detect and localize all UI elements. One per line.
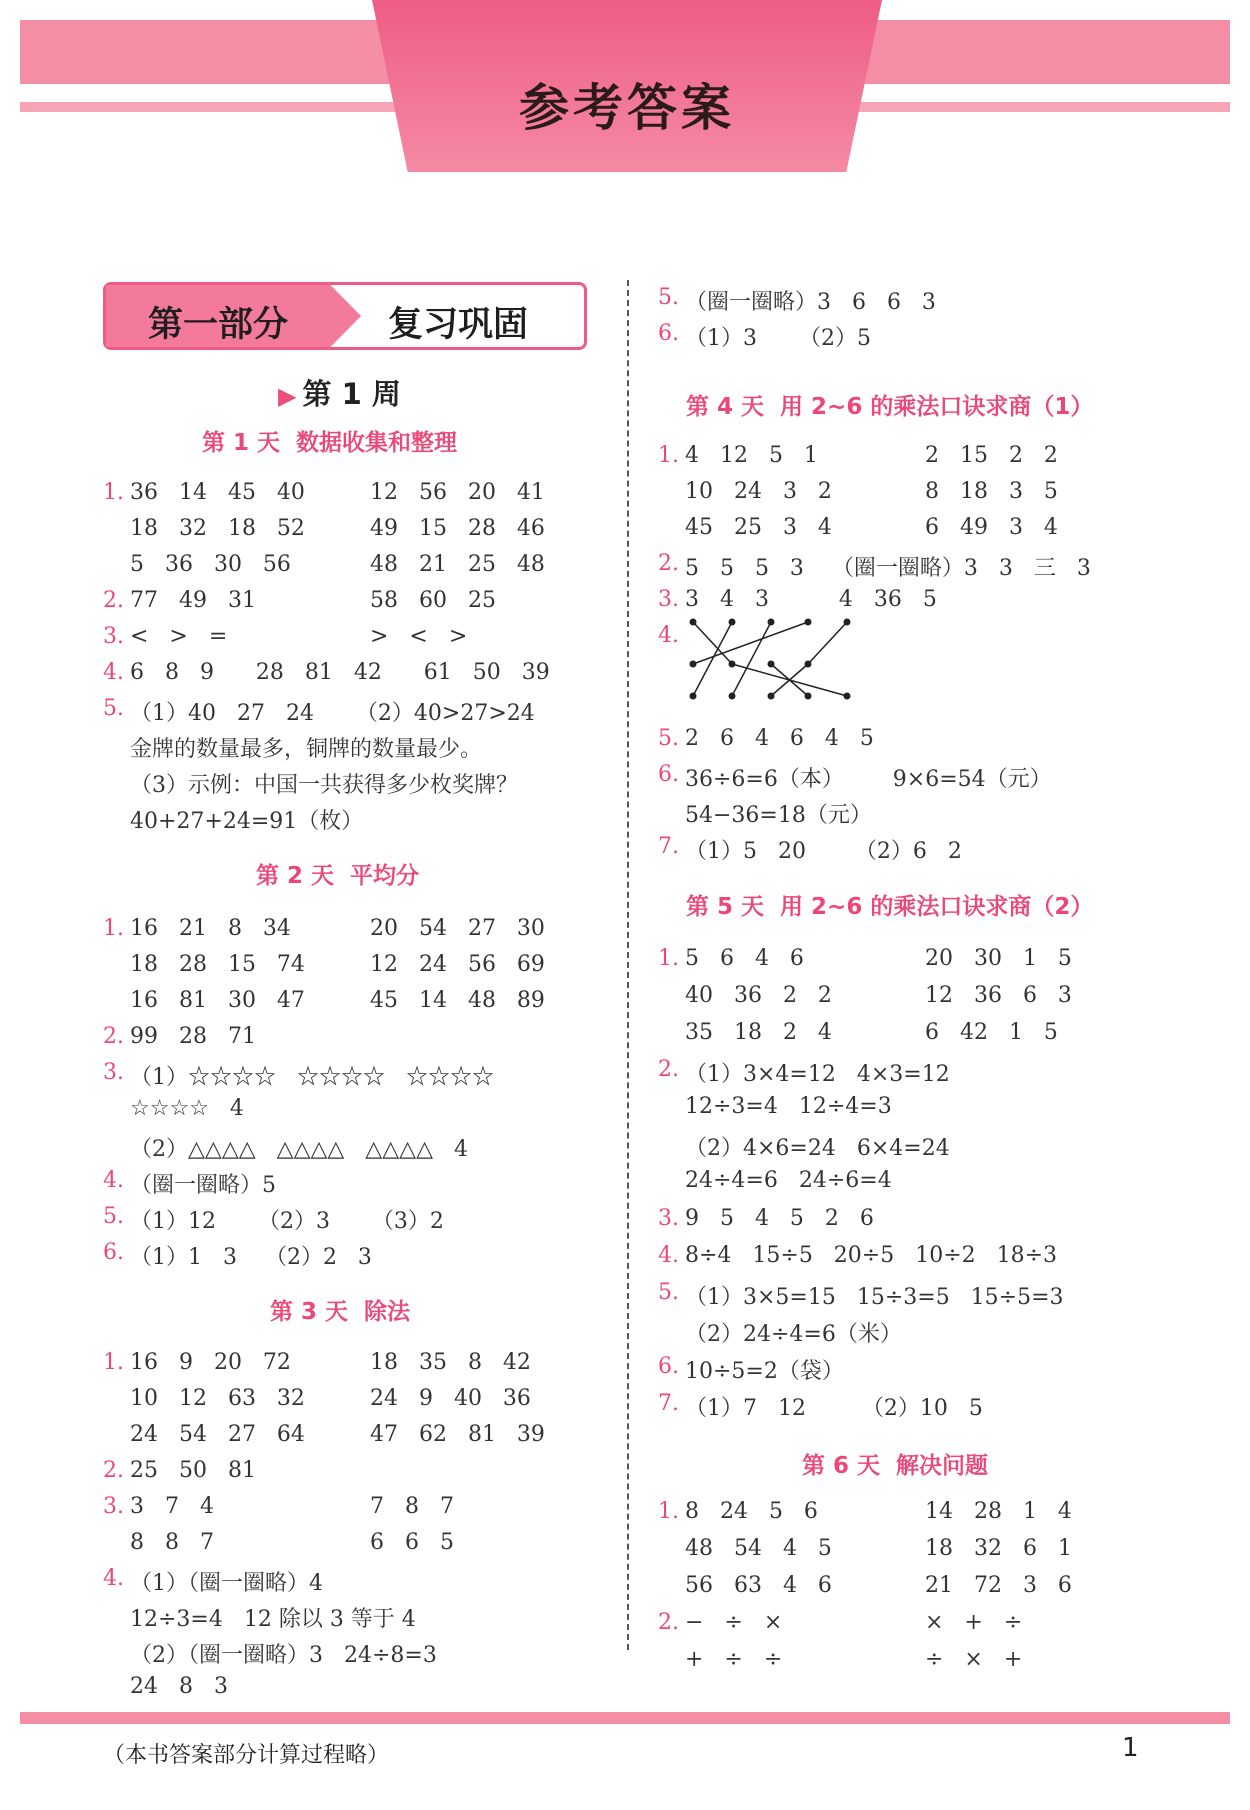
- question-number: 2.: [658, 551, 679, 576]
- answer-text-right: 6 49 3 4: [925, 515, 1058, 540]
- answer-text: （圈一圈略）5: [130, 1173, 276, 1198]
- answer-text: （圈一圈略）3 6 6 3: [685, 290, 936, 315]
- question-number: 2.: [103, 1024, 124, 1049]
- question-number: 3.: [103, 624, 124, 649]
- part-banner: [103, 282, 587, 350]
- answer-text-right: 6 42 1 5: [925, 1020, 1058, 1045]
- answer-text: （1）3×4=12 4×3=12: [685, 1062, 950, 1087]
- answer-text: 18 32 18 52: [130, 516, 305, 541]
- question-number: 3.: [658, 1206, 679, 1231]
- answer-text: （2）4×6=24 6×4=24: [685, 1136, 950, 1161]
- answer-text: （1）3 （2）5: [685, 326, 871, 351]
- answer-text: − ÷ ×: [685, 1610, 783, 1635]
- answer-text: 54−36=18（元）: [685, 803, 872, 828]
- footer-note: （本书答案部分计算过程略）: [103, 1743, 390, 1768]
- answer-text: 56 63 4 6: [685, 1573, 832, 1598]
- answer-text: 48 54 4 5: [685, 1536, 832, 1561]
- answer-text: （2）（圈一圈略）3 24÷8=3: [130, 1643, 437, 1668]
- answer-text-right: 18 35 8 42: [370, 1350, 531, 1375]
- question-number: 5.: [658, 726, 679, 751]
- question-number: 6.: [658, 321, 679, 346]
- section-day2: 第 2 天 平均分: [256, 863, 420, 889]
- week-title: 第 1 周: [302, 377, 401, 411]
- question-number: 6.: [103, 1240, 124, 1265]
- question-number: 1.: [103, 916, 124, 941]
- answer-text: 5 6 4 6: [685, 946, 804, 971]
- question-number: 5.: [103, 696, 124, 721]
- answer-text: 金牌的数量最多，铜牌的数量最少。: [130, 737, 483, 762]
- section-day6: 第 6 天 解决问题: [802, 1453, 989, 1479]
- column-divider: [627, 280, 629, 1650]
- answer-text-right: 47 62 81 39: [370, 1422, 545, 1447]
- answer-text-right: × + ÷: [925, 1610, 1023, 1635]
- answer-text: 8 8 7: [130, 1530, 214, 1555]
- answer-text: （1）（圈一圈略）4: [130, 1571, 323, 1596]
- question-number: 1.: [658, 1499, 679, 1524]
- question-number: 3.: [658, 587, 679, 612]
- answer-text-right: ÷ × +: [925, 1647, 1023, 1672]
- answer-text: 5 36 30 56: [130, 552, 291, 577]
- answer-text: 25 50 81: [130, 1458, 256, 1483]
- answer-text: 8 24 5 6: [685, 1499, 818, 1524]
- question-number: 2.: [103, 1458, 124, 1483]
- answer-text: + ÷ ÷: [685, 1647, 783, 1672]
- answer-text: 36÷6=6（本） 9×6=54（元）: [685, 767, 1052, 792]
- question-number: 4.: [658, 1243, 679, 1268]
- answer-text: 3 7 4: [130, 1494, 214, 1519]
- answer-text-right: 58 60 25: [370, 588, 496, 613]
- answer-text: ☆☆☆☆ 4: [130, 1096, 244, 1121]
- answer-text: 12÷3=4 12÷4=3: [685, 1094, 892, 1119]
- question-number: 6.: [658, 762, 679, 787]
- answer-text: 16 21 8 34: [130, 916, 291, 941]
- week-heading: [278, 372, 401, 413]
- answer-text: 77 49 31: [130, 588, 256, 613]
- answer-text: 9 5 4 5 2 6: [685, 1206, 874, 1231]
- answer-text: 16 9 20 72: [130, 1350, 291, 1375]
- answer-text: 40+27+24=91（枚）: [130, 809, 364, 834]
- banner-part-label: 第一部分: [148, 305, 289, 345]
- question-number: 5.: [658, 285, 679, 310]
- answer-text: 4 12 5 1: [685, 443, 818, 468]
- question-number: 5.: [658, 1280, 679, 1305]
- answer-text: 10 12 63 32: [130, 1386, 305, 1411]
- answer-text: 45 25 3 4: [685, 515, 832, 540]
- section-day5: 第 5 天 用 2~6 的乘法口诀求商（2）: [686, 894, 1094, 920]
- answer-text: （1）☆☆☆☆ ☆☆☆☆ ☆☆☆☆: [130, 1065, 494, 1090]
- answer-text-right: 8 18 3 5: [925, 479, 1058, 504]
- answer-text-right: 7 8 7: [370, 1494, 454, 1519]
- footer-bar: [20, 1712, 1230, 1724]
- question-number: 4.: [658, 623, 679, 648]
- question-number: 1.: [658, 946, 679, 971]
- answer-text-right: 45 14 48 89: [370, 988, 545, 1013]
- answer-text-right: 12 24 56 69: [370, 952, 545, 977]
- question-number: 7.: [658, 1391, 679, 1416]
- answer-text: 6 8 9 28 81 42 61 50 39: [130, 660, 550, 685]
- banner-topic-label: 复习巩固: [388, 305, 529, 345]
- page-number: 1: [1122, 1733, 1139, 1763]
- question-number: 6.: [658, 1354, 679, 1379]
- answer-text: 10÷5=2（袋）: [685, 1359, 844, 1384]
- answer-text: （1）5 20 （2）6 2: [685, 839, 962, 864]
- answer-text: < > =: [130, 624, 228, 649]
- play-triangle-icon: ▶: [278, 382, 297, 410]
- answer-text-right: > < >: [370, 624, 468, 649]
- answer-text: 10 24 3 2: [685, 479, 832, 504]
- question-number: 2.: [658, 1057, 679, 1082]
- section-day1: 第 1 天 数据收集和整理: [202, 430, 458, 456]
- question-number: 1.: [658, 443, 679, 468]
- question-number: 2.: [658, 1610, 679, 1635]
- answer-text-right: 24 9 40 36: [370, 1386, 531, 1411]
- answer-text-right: 12 36 6 3: [925, 983, 1072, 1008]
- answer-text: 2 6 4 6 4 5: [685, 726, 874, 751]
- answer-text: 99 28 71: [130, 1024, 256, 1049]
- answer-text: 40 36 2 2: [685, 983, 832, 1008]
- answer-text-right: 18 32 6 1: [925, 1536, 1072, 1561]
- question-number: 7.: [658, 834, 679, 859]
- answer-text-right: 20 54 27 30: [370, 916, 545, 941]
- answer-text: （1）7 12 （2）10 5: [685, 1396, 983, 1421]
- question-number: 1.: [103, 480, 124, 505]
- answer-text: （2）△△△△ △△△△ △△△△ 4: [130, 1137, 468, 1162]
- question-number: 3.: [103, 1060, 124, 1085]
- answer-text: 16 81 30 47: [130, 988, 305, 1013]
- answer-text: 3 4 3 4 36 5: [685, 587, 937, 612]
- question-number: 1.: [103, 1350, 124, 1375]
- answer-text-right: 49 15 28 46: [370, 516, 545, 541]
- question-number: 4.: [103, 1168, 124, 1193]
- answer-text: （1）12 （2）3 （3）2: [130, 1209, 444, 1234]
- answer-text-right: 48 21 25 48: [370, 552, 545, 577]
- answer-text-right: 12 56 20 41: [370, 480, 545, 505]
- answer-text: 5 5 5 3 （圈一圈略）3 3 三 3: [685, 556, 1091, 581]
- answer-text-right: 20 30 1 5: [925, 946, 1072, 971]
- answer-text-right: 14 28 1 4: [925, 1499, 1072, 1524]
- question-number: 2.: [103, 588, 124, 613]
- answer-text-right: 6 6 5: [370, 1530, 454, 1555]
- question-number: 4.: [103, 1566, 124, 1591]
- question-number: 3.: [103, 1494, 124, 1519]
- question-number: 4.: [103, 660, 124, 685]
- section-day3: 第 3 天 除法: [270, 1299, 411, 1325]
- answer-text: 18 28 15 74: [130, 952, 305, 977]
- answer-text: 24÷4=6 24÷6=4: [685, 1168, 892, 1193]
- question-number: 5.: [103, 1204, 124, 1229]
- answer-text: （2）24÷4=6（米）: [685, 1322, 902, 1347]
- answer-text-right: 21 72 3 6: [925, 1573, 1072, 1598]
- answer-text: （3）示例：中国一共获得多少枚奖牌？: [130, 773, 518, 798]
- page-title: 参考答案: [519, 79, 735, 137]
- answer-text-right: 2 15 2 2: [925, 443, 1058, 468]
- section-day4: 第 4 天 用 2~6 的乘法口诀求商（1）: [686, 394, 1094, 420]
- answer-text: （1）1 3 （2）2 3: [130, 1245, 372, 1270]
- answer-text: 35 18 2 4: [685, 1020, 832, 1045]
- answer-text: 8÷4 15÷5 20÷5 10÷2 18÷3: [685, 1243, 1058, 1268]
- matching-diagram: [685, 614, 855, 704]
- answer-text: 24 54 27 64: [130, 1422, 305, 1447]
- answer-text: （1）40 27 24 （2）40>27>24: [130, 701, 535, 726]
- answer-text: 12÷3=4 12 除以 3 等于 4: [130, 1607, 416, 1632]
- answer-text: 24 8 3: [130, 1674, 228, 1699]
- answer-text: （1）3×5=15 15÷3=5 15÷5=3: [685, 1285, 1064, 1310]
- answer-text: 36 14 45 40: [130, 480, 305, 505]
